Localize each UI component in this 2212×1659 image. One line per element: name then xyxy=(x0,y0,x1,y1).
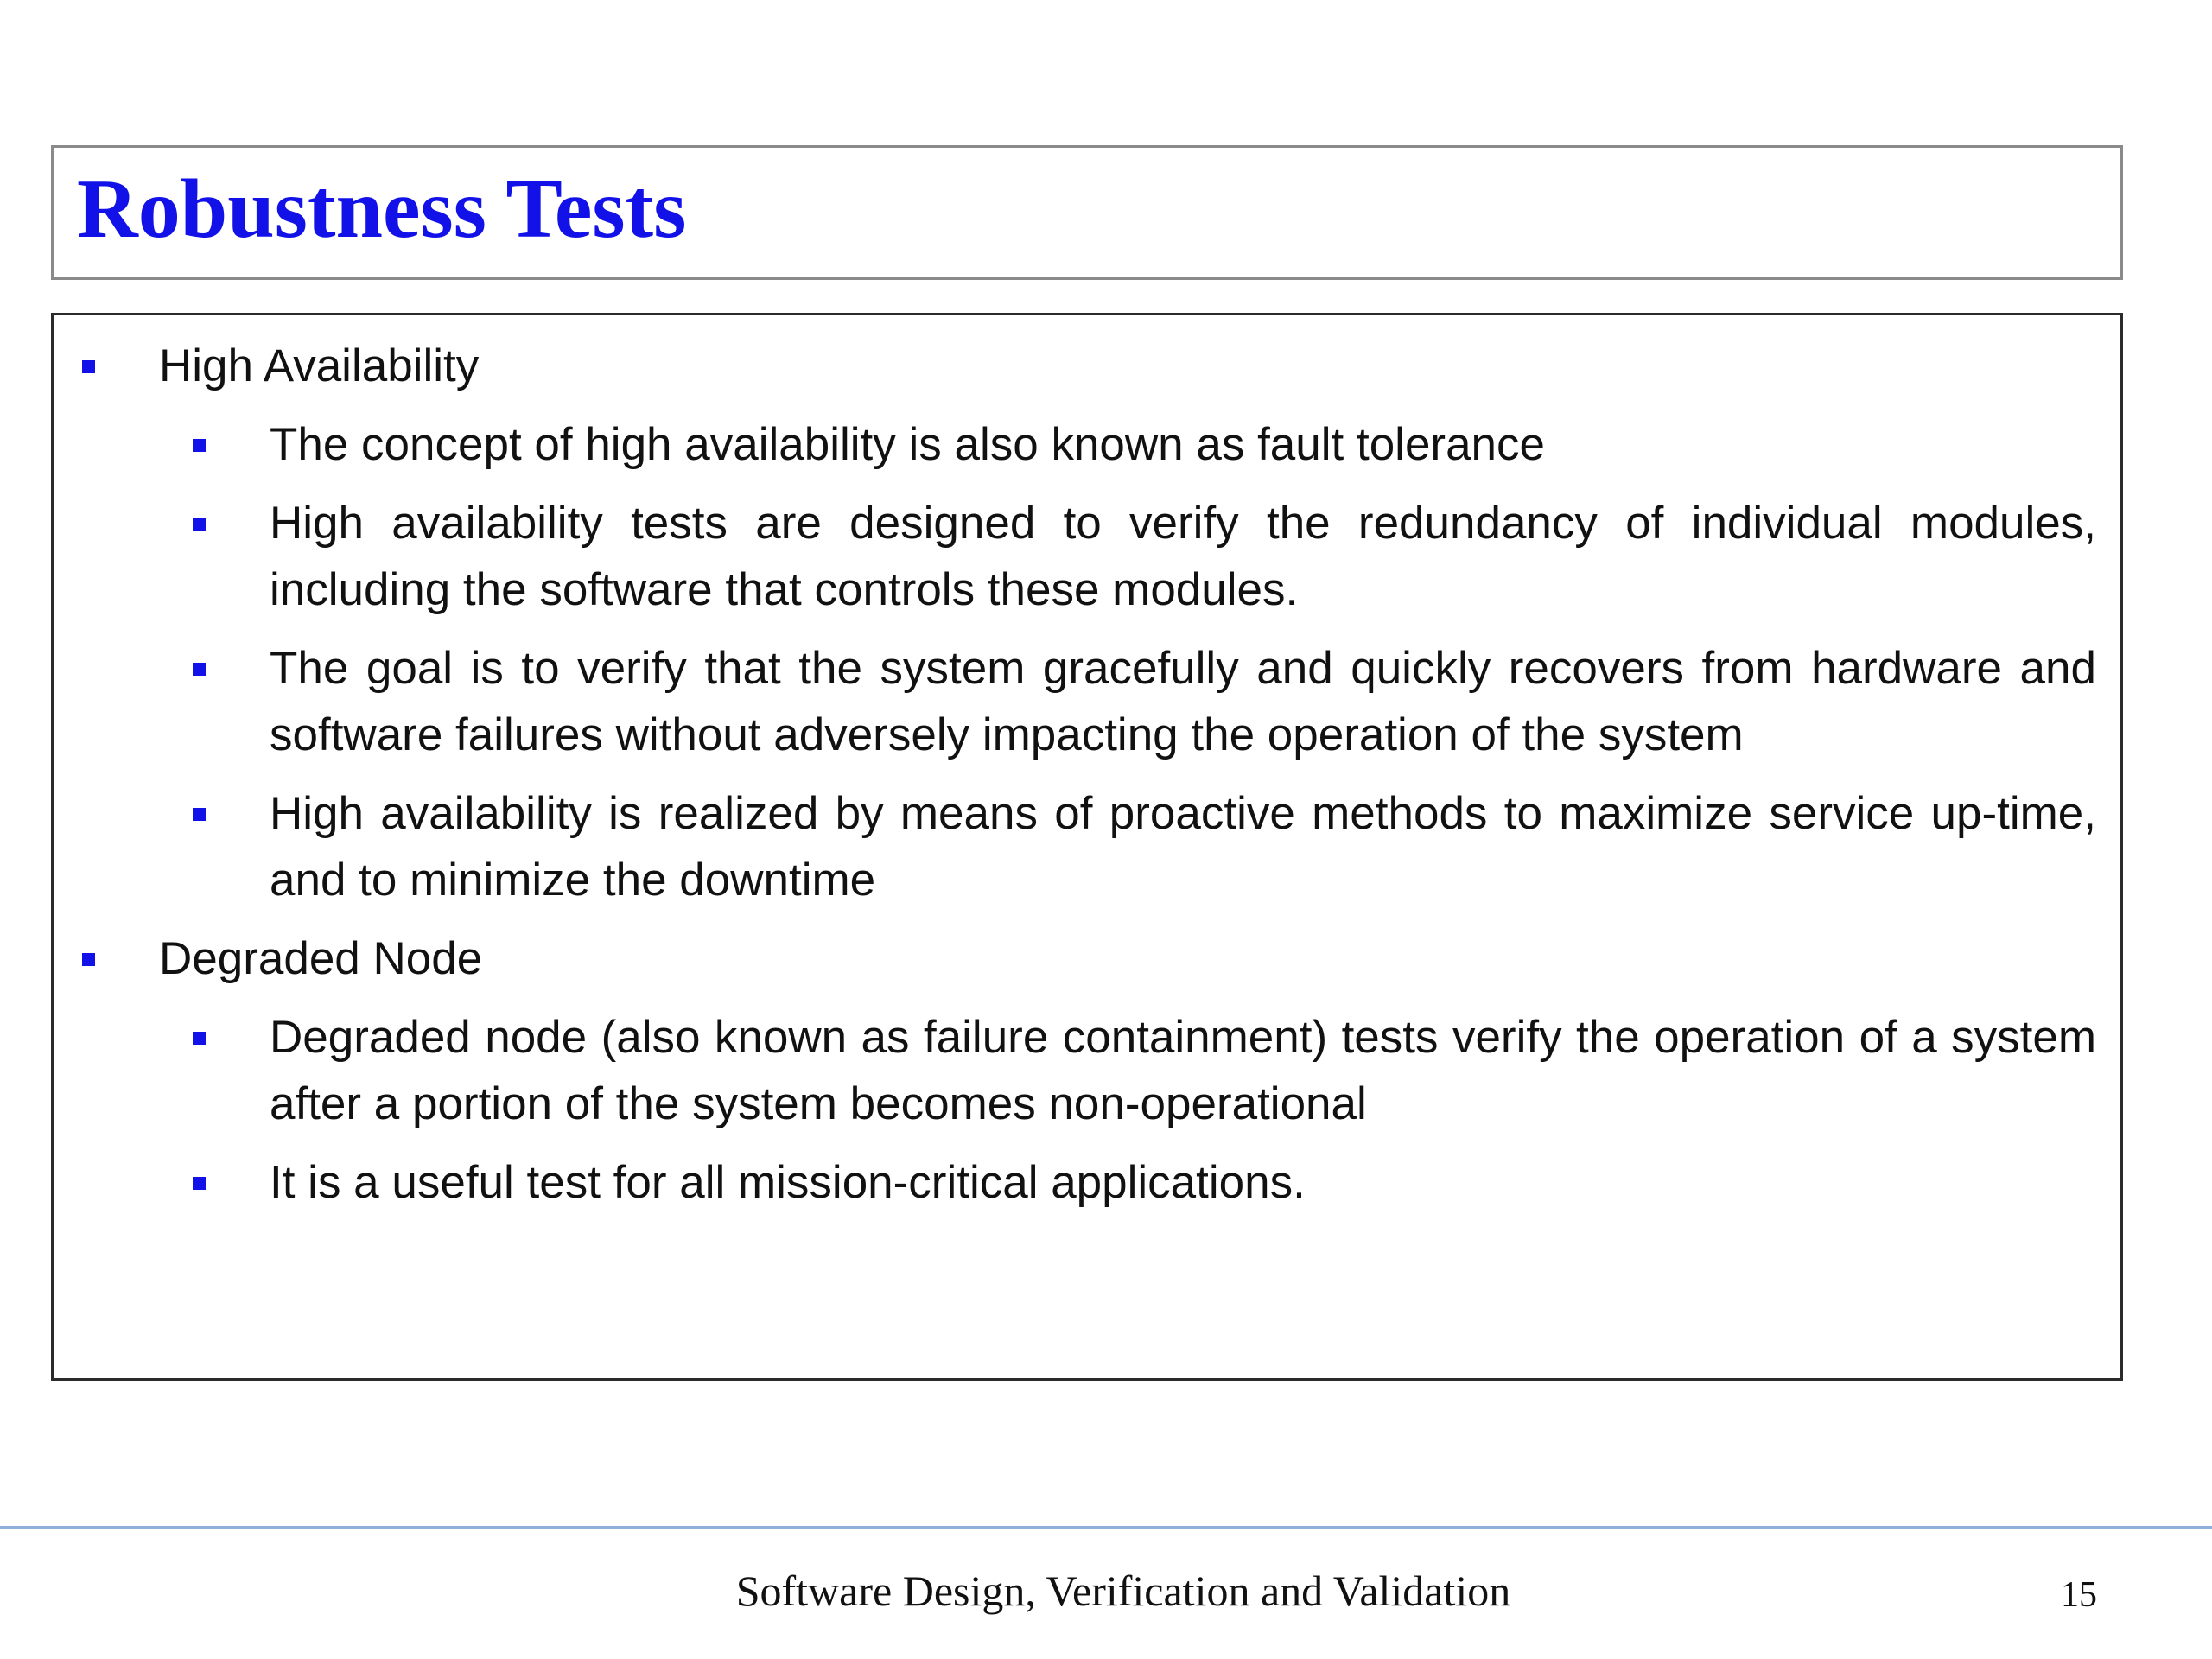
bullet-high-availability xyxy=(54,333,2120,399)
title-box xyxy=(51,145,2123,280)
sub-bullet-mission-critical xyxy=(54,1149,2120,1216)
footer-course-title: Software Design, Verification and Validation xyxy=(735,1567,1511,1615)
page-number: 15 xyxy=(2061,1575,2097,1615)
footer-divider xyxy=(0,1526,2212,1529)
bullet-list xyxy=(54,333,2120,1228)
sub-bullet-text: Degraded node (also known as failure containment) tests verify the operation of a system after a portion of the system becomes non-operational xyxy=(270,1012,2096,1129)
square-bullet-icon xyxy=(193,1032,206,1045)
slide-title: Robustness Tests xyxy=(77,162,687,256)
square-bullet-icon xyxy=(193,439,206,452)
square-bullet-icon xyxy=(82,360,95,373)
sub-bullet-text: The goal is to verify that the system gracefully and quickly recovers from hardware and software failures without adversely impacting the operation of the system xyxy=(270,643,2096,760)
sub-bullet-recovery-goal xyxy=(54,635,2120,768)
square-bullet-icon xyxy=(193,663,206,676)
sub-bullet-redundancy xyxy=(54,490,2120,623)
sub-bullet-proactive-methods xyxy=(54,780,2120,913)
bullet-heading: Degraded Node xyxy=(159,933,483,984)
content-box xyxy=(51,313,2123,1381)
sub-bullet-failure-containment xyxy=(54,1004,2120,1137)
sub-bullet-fault-tolerance xyxy=(54,411,2120,478)
bullet-degraded-node xyxy=(54,925,2120,992)
sub-bullet-text: The concept of high availability is also known as fault tolerance xyxy=(270,419,1546,470)
square-bullet-icon xyxy=(193,808,206,821)
sub-bullet-text: High availability tests are designed to verify the redundancy of individual modules, including the software that controls these modules. xyxy=(270,498,2096,615)
square-bullet-icon xyxy=(193,1177,206,1190)
square-bullet-icon xyxy=(82,953,95,966)
sub-bullet-text: It is a useful test for all mission-critical applications. xyxy=(270,1157,1306,1208)
bullet-heading: High Availability xyxy=(159,340,480,391)
square-bullet-icon xyxy=(193,518,206,531)
sub-bullet-text: High availability is realized by means of proactive methods to maximize service up-time, and to minimize the downtime xyxy=(270,788,2096,906)
